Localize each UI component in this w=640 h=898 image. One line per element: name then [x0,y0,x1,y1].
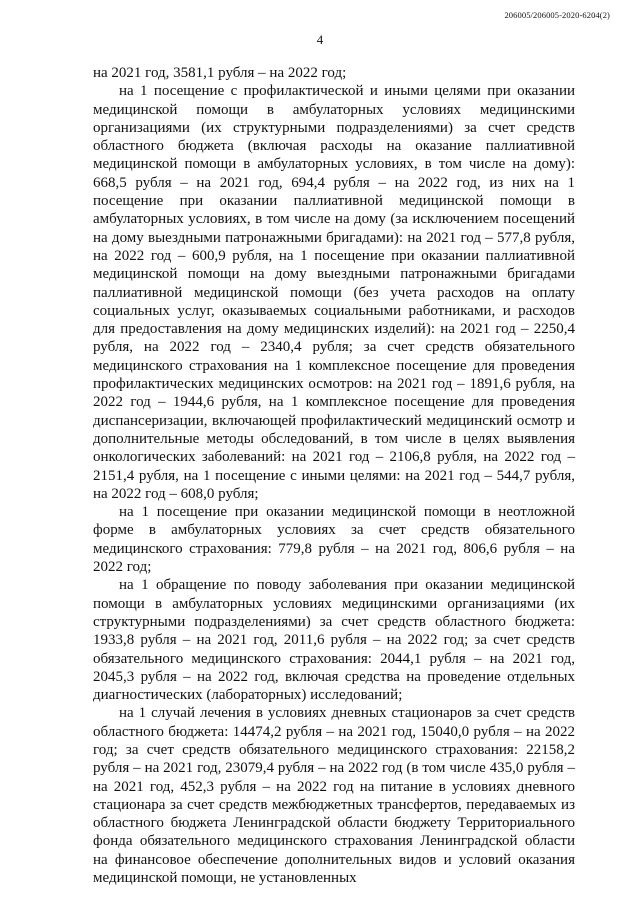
paragraph-preventive-visits: на 1 посещение с профилактической и иными целями при оказании медицинской помощи в амбулаторных условиях медицинскими организациями (их структурными подразделениями) за счет средств областного бюджета (включая расходы на оказание паллиативной медицинской помощи в амбулаторных условиях, в том числе на дому): 668,5 рубля – на 2021 год, 694,4 рубля – на 2022 год, из них на 1 посещение при оказании паллиативной медицинской помощи в амбулаторных условиях, в том числе на дому (за исключением посещений на дому выездными патронажными бригадами): на 2021 год – 577,8 рубля, на 2022 год – 600,9 рубля, на 1 посещение при оказании паллиативной медицинской помощи на дому выездными патронажными бригадами паллиативной медицинской помощи (без учета расходов на оплату социальных услуг, оказываемых социальными работниками, и расходов для предоставления на дому медицинских изделий): на 2021 год – 2250,4 рубля, на 2022 год – 2340,4 рубля; за счет средств обязательного медицинского страхования на 1 комплексное посещение для проведения профилактических медицинских осмотров: на 2021 год – 1891,6 рубля, на 2022 год – 1944,6 рубля, на 1 комплексное посещение для проведения диспансеризации, включающей профилактический медицинский осмотр и дополнительные методы обследований, в том числе в целях выявления онкологических заболеваний: на 2021 год – 2106,8 рубля, на 2022 год – 2151,4 рубля, на 1 посещение с иными целями: на 2021 год – 544,7 рубля, на 2022 год – 608,0 рубля; [93,83,575,502]
document-body [93,64,575,887]
paragraph-continuation: на 2021 год, 3581,1 рубля – на 2022 год; [93,65,347,81]
page-number: 4 [316,32,324,47]
paragraph-disease-appeals: на 1 обращение по поводу заболевания при оказании медицинской помощи в амбулаторных условиях медицинскими организациями (их структурными подразделениями) за счет средств областного бюджета: 1933,8 рубля – на 2021 год, 2011,6 рубля – на 2022 год; за счет средств обязательного медицинского страхования: 2044,1 рубля – на 2021 год, 2045,3 рубля – на 2022 год, включая средства на проведение отдельных диагностических (лабораторных) исследований; [93,577,575,704]
paragraph-day-hospital: на 1 случай лечения в условиях дневных стационаров за счет средств областного бюджета: 14474,2 рубля – на 2021 год, 15040,0 рубля – на 2022 год; за счет средств обязательного медицинского страхования: 22158,2 рубля – на 2021 год, 23079,4 рубля – на 2022 год (в том числе 435,0 рубля – на 2021 год, 452,3 рубля – на 2022 год на питание в условиях дневного стационара за счет средств межбюджетных трансфертов, передаваемых из областного бюджета Ленинградской области бюджету Территориального фонда обязательного медицинского страхования Ленинградской области на финансовое обеспечение дополнительных видов и условий оказания медицинской помощи, не установленных [93,705,575,887]
document-code: 206005/206005-2020-6204(2) [504,10,610,20]
paragraph-emergency-visits: на 1 посещение при оказании медицинской помощи в неотложной форме в амбулаторных условиях за счет средств обязательного медицинского страхования: 779,8 рубля – на 2021 год, 806,6 рубля – на 2022 год; [93,504,575,576]
